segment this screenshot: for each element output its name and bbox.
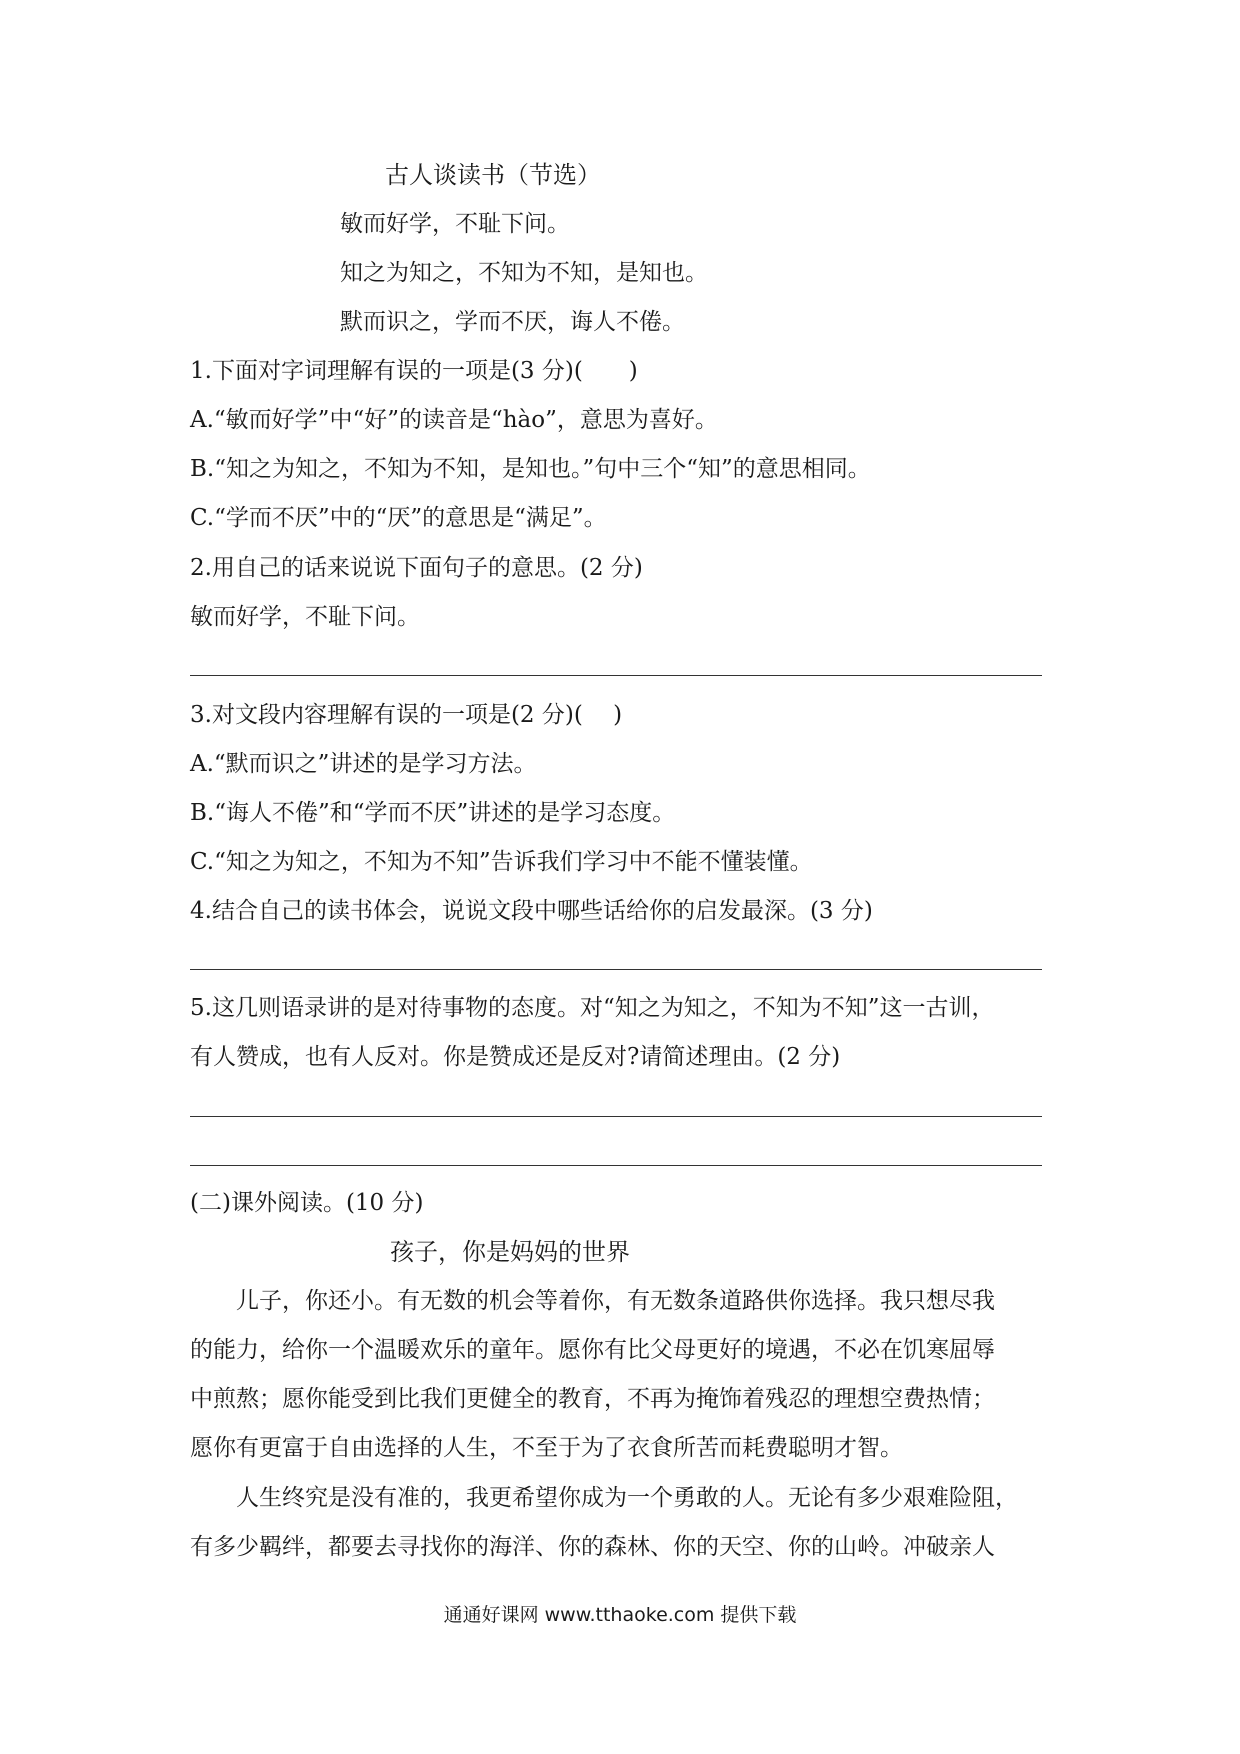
q5-stem-line1: 5.这几则语录讲的是对待事物的态度。对“知之为知之，不知为不知”这一古训， (190, 995, 995, 1021)
section2-title: 孩子，你是妈妈的世界 (390, 1238, 630, 1266)
answer-line (190, 1116, 1042, 1117)
q4-stem: 4.结合自己的读书体会，说说文段中哪些话给你的启发最深。(3 分) (190, 898, 873, 924)
section2-paragraph-line: 的能力，给你一个温暖欢乐的童年。愿你有比父母更好的境遇，不必在饥寒屈辱 (190, 1337, 995, 1363)
q3-option-b: B.“诲人不倦”和“学而不厌”讲述的是学习态度。 (190, 800, 676, 826)
q5-stem-line2: 有人赞成，也有人反对。你是赞成还是反对?请简述理由。(2 分) (190, 1044, 841, 1070)
section2-paragraph-line: 有多少羁绊，都要去寻找你的海洋、你的森林、你的天空、你的山岭。冲破亲人 (190, 1534, 995, 1560)
q3-option-a: A.“默而识之”讲述的是学习方法。 (190, 751, 537, 777)
section2-paragraph-line: 儿子，你还小。有无数的机会等着你，有无数条道路供你选择。我只想尽我 (236, 1288, 995, 1314)
answer-line (190, 1165, 1042, 1166)
q1-option-a: A.“敏而好学”中“好”的读音是“hào”，意思为喜好。 (190, 407, 718, 433)
section2-paragraph-line: 中煎熬；愿你能受到比我们更健全的教育，不再为掩饰着残忍的理想空费热情； (190, 1386, 995, 1412)
passage1-title: 古人谈读书（节选） (385, 161, 601, 189)
q3-stem: 3.对文段内容理解有误的一项是(2 分)( ) (190, 702, 623, 728)
answer-line (190, 969, 1042, 970)
q1-option-b: B.“知之为知之，不知为不知，是知也。”句中三个“知”的意思相同。 (190, 456, 871, 482)
footer-credit: 通通好课网 www.tthaoke.com 提供下载 (443, 1604, 797, 1626)
passage1-line: 知之为知之，不知为不知，是知也。 (340, 260, 708, 286)
passage1-line: 默而识之，学而不厌，诲人不倦。 (340, 309, 685, 335)
q2-stem: 2.用自己的话来说说下面句子的意思。(2 分) (190, 555, 643, 581)
q1-stem: 1.下面对字词理解有误的一项是(3 分)( ) (190, 358, 638, 384)
answer-line (190, 675, 1042, 676)
q2-sentence: 敏而好学，不耻下问。 (190, 604, 420, 630)
q3-option-c: C.“知之为知之，不知为不知”告诉我们学习中不能不懂装懂。 (190, 849, 813, 875)
section2-paragraph-line: 愿你有更富于自由选择的人生，不至于为了衣食所苦而耗费聪明才智。 (190, 1435, 903, 1461)
passage1-line: 敏而好学，不耻下问。 (340, 211, 570, 237)
section2-paragraph-line: 人生终究是没有准的，我更希望你成为一个勇敢的人。无论有多少艰难险阻， (236, 1485, 1018, 1511)
section2-heading: (二)课外阅读。(10 分) (190, 1190, 424, 1216)
q1-option-c: C.“学而不厌”中的“厌”的意思是“满足”。 (190, 505, 607, 531)
